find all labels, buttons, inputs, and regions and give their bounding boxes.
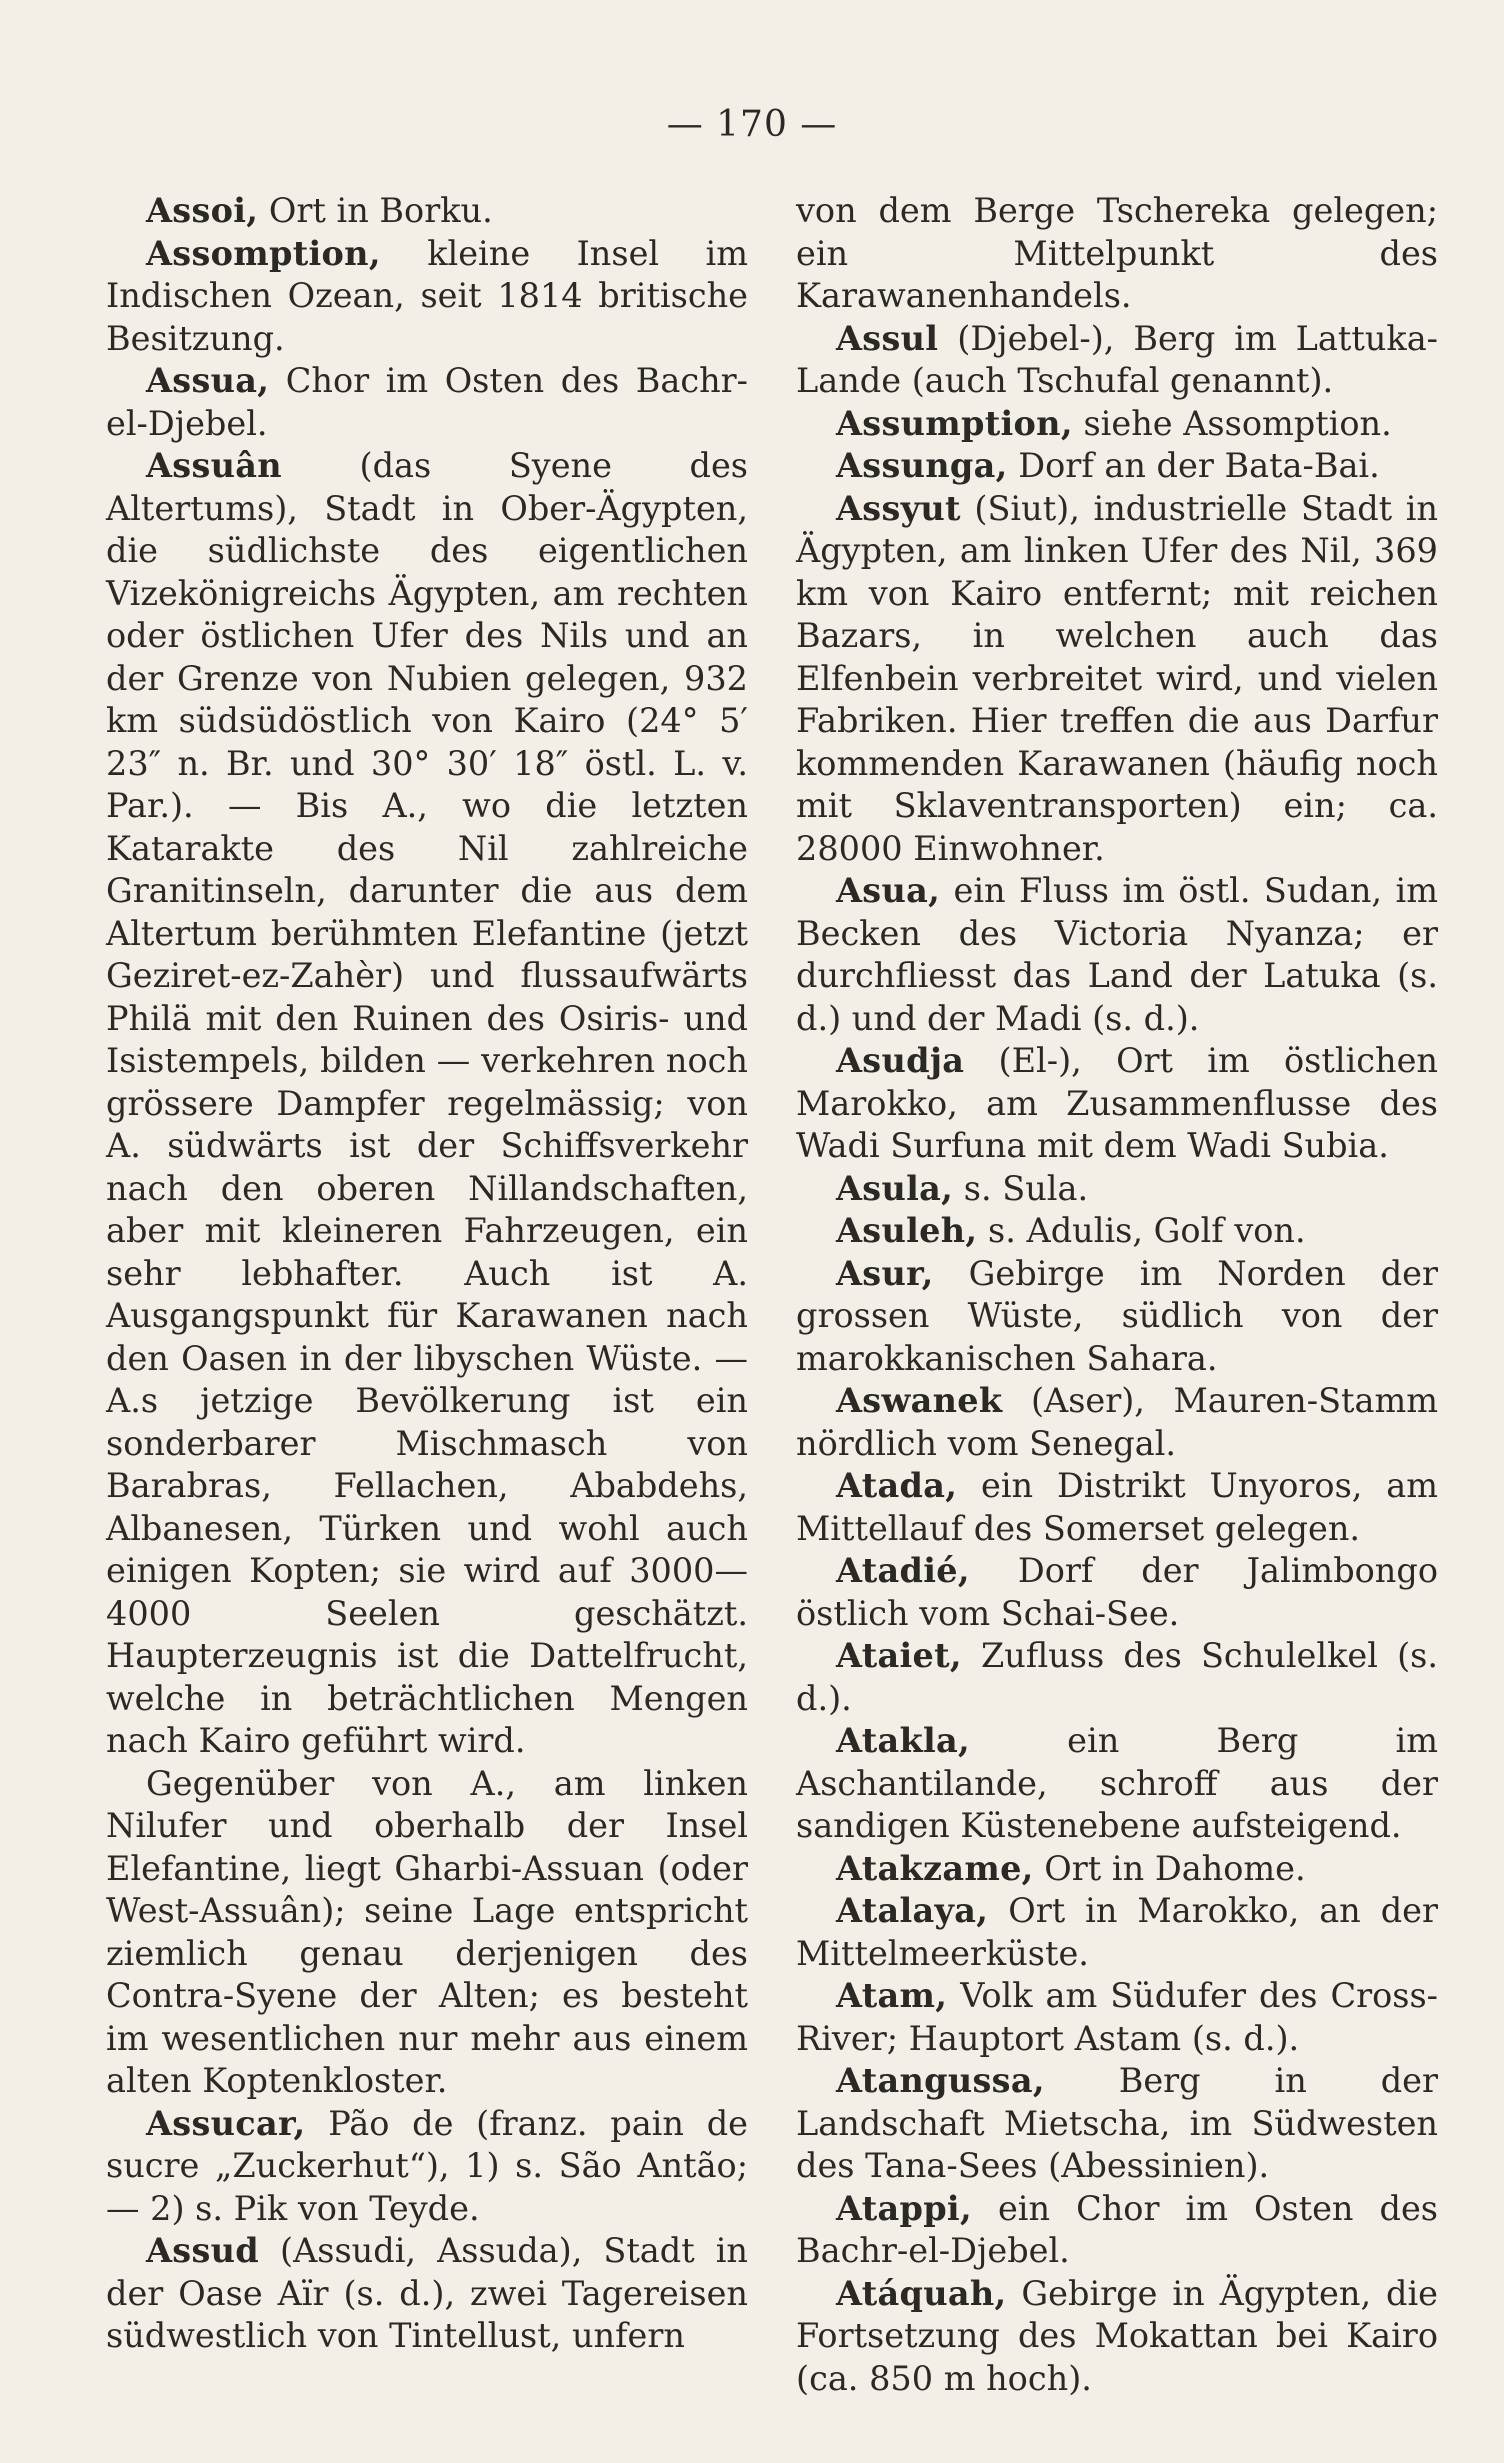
left-column: [106, 190, 748, 2358]
entry-text: (Siut), industrielle Stadt in Ägypten, am linken Ufer des Nil, 369 km von Kairo entfernt; mit reichen Bazars, in welchen auch das Elfenbein verbreitet wird, und vielen Fabriken. Hier treffen die aus Darfur kommenden Karawanen (häufig noch mit Sklaventransporten) ein; ca. 28000 Einwohner.: [796, 488, 1438, 868]
headword: Atakzame,: [836, 1848, 1034, 1888]
entry-assua: [106, 360, 748, 445]
headword: Assul: [836, 318, 939, 358]
entry-assumption: [796, 403, 1438, 446]
entry-atappi: [796, 2188, 1438, 2273]
headword: Ataiet,: [836, 1636, 962, 1675]
headword: Assucar,: [146, 2103, 306, 2143]
headword: Assuân: [146, 446, 282, 485]
headword: Assud: [146, 2231, 259, 2270]
headword: Assunga,: [836, 446, 1008, 485]
entry-text: Zufluss des Schulelkel (s. d.).: [796, 1636, 1438, 1718]
entry-text: (Assudi, Assuda), Stadt in der Oase Aïr (s. d.), zwei Tagereisen südwestlich von Tintellust, unfern: [106, 2231, 748, 2355]
entry-text: Dorf an der Bata-Bai.: [1007, 446, 1380, 485]
entry-atalaya: [796, 1890, 1438, 1975]
entry-text: kleine Insel im Indischen Ozean, seit 1814 britische Besitzung.: [106, 233, 748, 358]
headword: Atappi,: [836, 2188, 972, 2228]
headword: Atakla,: [836, 1721, 970, 1760]
headword: Assumption,: [836, 403, 1073, 443]
entry-asudja: [796, 1040, 1438, 1168]
entry-text: (Aser), Mauren-Stamm nördlich vom Senegal.: [796, 1381, 1438, 1463]
headword: Asudja: [836, 1041, 965, 1080]
entry-text: Dorf der Jalimbongo östlich vom Schai-See.: [796, 1551, 1438, 1633]
headword: Atáquah,: [836, 2273, 1007, 2313]
entry-text: ein Chor im Osten des Bachr-el-Djebel.: [796, 2188, 1438, 2270]
right-column: [796, 190, 1438, 2400]
entry-atada: [796, 1465, 1438, 1550]
headword: Asua,: [836, 871, 941, 910]
entry-ataquah: [796, 2273, 1438, 2401]
headword: Atadié,: [836, 1551, 970, 1590]
entry-text: Gebirge im Norden der grossen Wüste, südlich von der marokkanischen Sahara.: [796, 1253, 1438, 1378]
entry-text: Ort in Marokko, an der Mittelmeerküste.: [796, 1891, 1438, 1973]
headword: Assomption,: [146, 233, 381, 273]
entry-atadie: [796, 1550, 1438, 1635]
entry-text: Ort in Borku.: [258, 191, 493, 230]
entry-text: (El-), Ort im östlichen Marokko, am Zusammenflusse des Wadi Surfuna mit dem Wadi Subia.: [796, 1041, 1438, 1165]
entry-text: ein Distrikt Unyoros, am Mittellauf des Somerset gelegen.: [796, 1466, 1438, 1548]
entry-assuan-continued: [106, 1763, 748, 2103]
entry-atam: [796, 1975, 1438, 2060]
headword: Atalaya,: [836, 1891, 989, 1930]
entry-text: siehe Assomption.: [1072, 403, 1392, 443]
entry-assunga: [796, 445, 1438, 488]
entry-assuan: [106, 445, 748, 1763]
entry-assul: [796, 318, 1438, 403]
headword: Asula,: [836, 1168, 954, 1208]
entry-atangussa: [796, 2060, 1438, 2188]
headword: Asur,: [836, 1253, 934, 1293]
entry-text: s. Sula.: [953, 1168, 1089, 1208]
entry-asula: [796, 1168, 1438, 1211]
headword: Atam,: [836, 1976, 948, 2015]
entry-asuleh: [796, 1210, 1438, 1253]
entry-text: Chor im Osten des Bachr-el-Djebel.: [106, 361, 748, 443]
entry-atakla: [796, 1720, 1438, 1848]
entry-text: Berg in der Landschaft Mietscha, im Südwesten des Tana-Sees (Abessinien).: [796, 2061, 1438, 2185]
entry-text: Pão de (franz. pain de sucre „Zuckerhut“), 1) s. São Antão; — 2) s. Pik von Teyde.: [106, 2103, 748, 2228]
entry-text: Gebirge in Ägypten, die Fortsetzung des Mokattan bei Kairo (ca. 850 m hoch).: [796, 2273, 1438, 2398]
entry-assyut: [796, 488, 1438, 871]
entry-text: ein Fluss im östl. Sudan, im Becken des Victoria Nyanza; er durchfliesst das Land der Latuka (s. d.) und der Madi (s. d.).: [796, 871, 1438, 1038]
entry-text: Gegenüber von A., am linken Nilufer und oberhalb der Insel Elefantine, liegt Gharbi-Assuan (oder West-Assuân); seine Lage entspricht ziemlich genau derjenigen des Contra-Syene der Alten; es besteht im wesentlichen nur mehr aus einem alten Koptenkloster.: [106, 1763, 748, 2100]
entry-text: (Djebel-), Berg im Lattuka-Lande (auch Tschufal genannt).: [796, 318, 1438, 400]
entry-text: s. Adulis, Golf von.: [977, 1211, 1306, 1250]
entry-asur: [796, 1253, 1438, 1381]
headword: Asuleh,: [836, 1211, 978, 1250]
page-number: — 170 —: [666, 104, 838, 145]
headword: Atada,: [836, 1466, 958, 1505]
headword: Assua,: [146, 361, 270, 400]
entry-assud: [106, 2230, 748, 2358]
entry-assoi: [106, 190, 748, 233]
entry-text: (das Syene des Altertums), Stadt in Ober-Ägypten, die südlichste des eigentlichen Vizekönigreichs Ägypten, am rechten oder östlichen Ufer des Nils und an der Grenze von Nubien gelegen, 932 km südsüdöstlich von Kairo (24° 5′ 23″ n. Br. und 30° 30′ 18″ östl. L. v. Par.). — Bis A., wo die letzten Katarakte des Nil zahlreiche Granitinseln, darunter die aus dem Altertum berühmten Elefantine (jetzt Geziret-ez-Zahèr) und flussaufwärts Philä mit den Ruinen des Osiris- und Isistempels, bilden — verkehren noch grössere Dampfer regelmässig; von A. südwärts ist der Schiffsverkehr nach den oberen Nillandschaften, aber mit kleineren Fahrzeugen, ein sehr lebhafter. Auch ist A. Ausgangspunkt für Karawanen nach den Oasen in der libyschen Wüste. — A.s jetzige Bevölkerung ist ein sonderbarer Mischmasch von Barabras, Fellachen, Ababdehs, Albanesen, Türken und wohl auch einigen Kopten; sie wird auf 3000—4000 Seelen geschätzt. Haupterzeugnis ist die Dattelfrucht, welche in beträchtlichen Mengen nach Kairo geführt wird.: [106, 446, 748, 1760]
entry-aswanek: [796, 1380, 1438, 1465]
entry-assucar: [106, 2103, 748, 2231]
entry-asua: [796, 870, 1438, 1040]
headword: Atangussa,: [836, 2061, 1045, 2100]
entry-assud-continued: [796, 190, 1438, 318]
entry-atakzame: [796, 1848, 1438, 1891]
entry-text: Volk am Südufer des Cross-River; Hauptort Astam (s. d.).: [796, 1976, 1438, 2058]
headword: Assoi,: [146, 191, 259, 230]
entry-text: ein Berg im Aschantilande, schroff aus der sandigen Küstenebene aufsteigend.: [796, 1721, 1438, 1845]
entry-ataiet: [796, 1635, 1438, 1720]
entry-assomption: [106, 233, 748, 361]
headword: Assyut: [836, 488, 961, 528]
entry-text: Ort in Dahome.: [1033, 1848, 1306, 1888]
entry-text: von dem Berge Tschereka gelegen; ein Mittelpunkt des Karawanenhandels.: [796, 191, 1438, 315]
headword: Aswanek: [836, 1381, 1003, 1420]
